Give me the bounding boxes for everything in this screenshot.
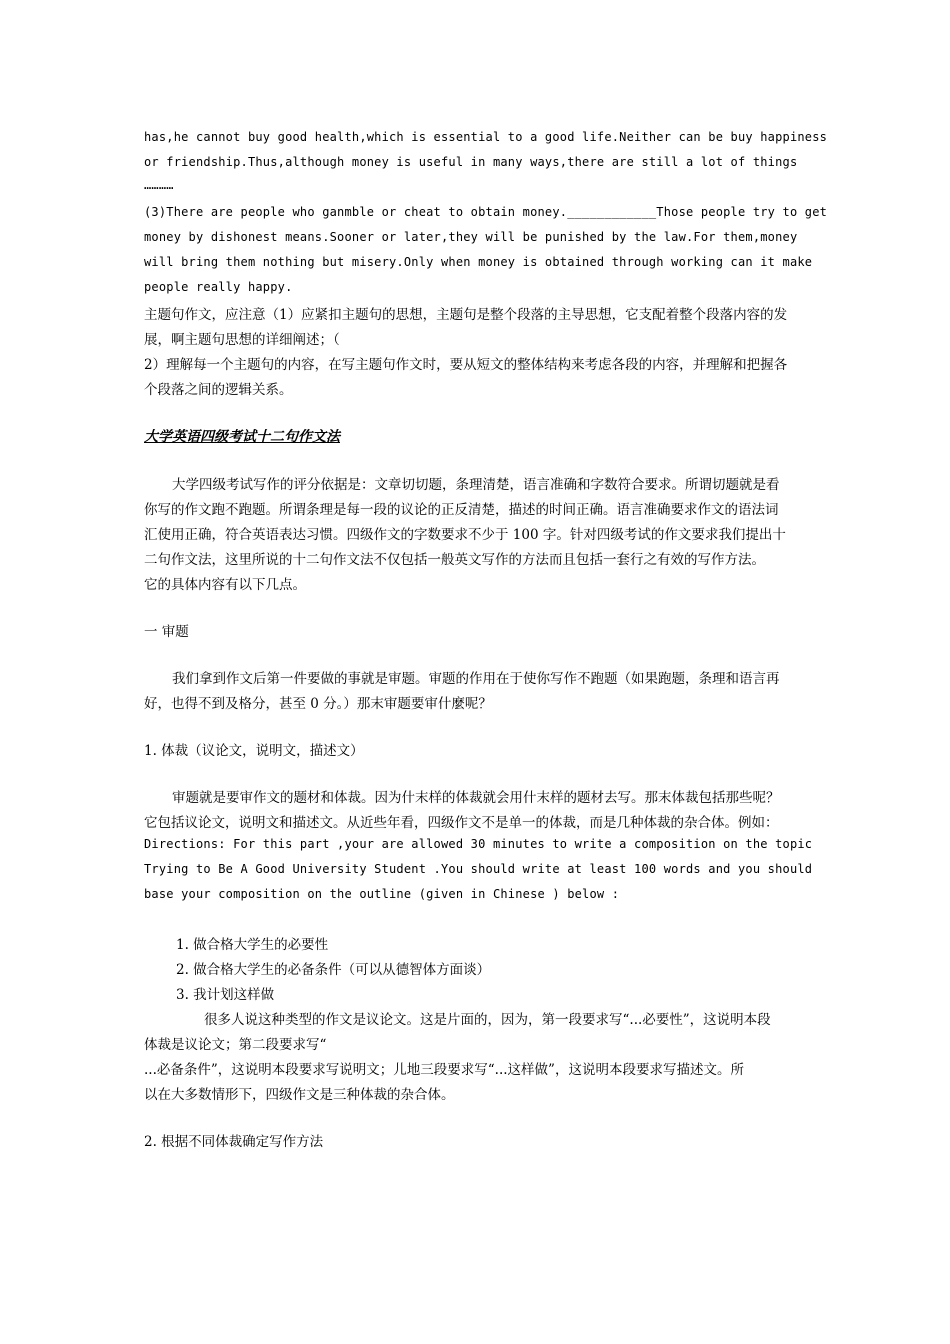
text-line: people really happy. — [144, 280, 293, 294]
text-line: has,he cannot buy good health,which is essential to a good life.Neither can be buy happiness — [144, 130, 828, 144]
text-line: 1. 体裁（议论文，说明文，描述文） — [144, 743, 364, 759]
text-line: 2. 做合格大学生的必备条件（可以从德智体方面谈） — [176, 962, 491, 978]
section-title: 大学英语四级考试十二句作文法 — [144, 429, 340, 445]
text-line: 好，也得不到及格分，甚至 0 分。）那末审题要审什麼呢？ — [144, 696, 492, 712]
text-line: base your composition on the outline (given in Chinese ) below : — [144, 887, 620, 901]
text-line: or friendship.Thus,although money is useful in many ways,there are still a lot of things — [144, 155, 798, 169]
text-line: ………… — [144, 178, 174, 192]
text-line: 个段落之间的逻辑关系。 — [144, 382, 293, 398]
text-line: 2）理解每一个主题句的内容，在写主题句作文时，要从短文的整体结构来考虑各段的内容，并理解和把握各 — [144, 357, 788, 373]
text-line: will bring them nothing but misery.Only when money is obtained through working can it make — [144, 255, 813, 269]
text-line: Directions: For this part ,your are allowed 30 minutes to write a composition on the topic — [144, 837, 813, 851]
text-line: 以在大多数情形下，四级作文是三种体裁的杂合体。 — [144, 1087, 455, 1103]
text-line: 二句作文法，这里所说的十二句作文法不仅包括一般英文写作的方法而且包括一套行之有效的写作方法。 — [144, 552, 765, 568]
text-line: Trying to Be A Good University Student .You should write at least 100 words and you should — [144, 862, 813, 876]
text-line: ...必备条件”，这说明本段要求写说明文；儿地三段要求写“...这样做”，这说明本段要求写描述文。所 — [144, 1062, 744, 1078]
text-line: 审题就是要审作文的题材和体裁。因为什末样的体裁就会用什末样的题材去写。那末体裁包括那些呢？ — [172, 790, 780, 806]
text-line: 它的具体内容有以下几点。 — [144, 577, 306, 593]
text-line: 它包括议论文，说明文和描述文。从近些年看，四级作文不是单一的体裁，而是几种体裁的杂合体。例如： — [144, 815, 779, 831]
text-line: 汇使用正确，符合英语表达习惯。四级作文的字数要求不少于 100 字。针对四级考试的作文要求我们提出十 — [144, 527, 786, 543]
text-line: 3. 我计划这样做 — [176, 987, 275, 1003]
text-line: 大学四级考试写作的评分依据是：文章切切题，条理清楚，语言准确和字数符合要求。所谓切题就是看 — [172, 477, 780, 493]
text-line: 很多人说这种类型的作文是议论文。这是片面的，因为，第一段要求写“...必要性”，这说明本段 — [204, 1012, 771, 1028]
text-line: 一 审题 — [144, 624, 189, 640]
text-line: 你写的作文跑不跑题。所谓条理是每一段的议论的正反清楚，描述的时间正确。语言准确要求作文的语法词 — [144, 502, 779, 518]
text-line: 主题句作文，应注意（1）应紧扣主题句的思想，主题句是整个段落的主导思想，它支配着整个段落内容的发 — [144, 307, 788, 323]
text-line: money by dishonest means.Sooner or later,they will be punished by the law.For them,money — [144, 230, 798, 244]
text-line: (3)There are people who ganmble or cheat to obtain money.____________Those people try to get — [144, 205, 828, 219]
text-line: 我们拿到作文后第一件要做的事就是审题。审题的作用在于使你写作不跑题（如果跑题，条理和语言再 — [172, 671, 780, 687]
text-line: 2. 根据不同体裁确定写作方法 — [144, 1134, 324, 1150]
text-line: 展，啊主题句思想的详细阐述；（ — [144, 332, 340, 348]
text-line: 体裁是议论文；第二段要求写“ — [144, 1037, 327, 1053]
text-line: 1. 做合格大学生的必要性 — [176, 937, 329, 953]
